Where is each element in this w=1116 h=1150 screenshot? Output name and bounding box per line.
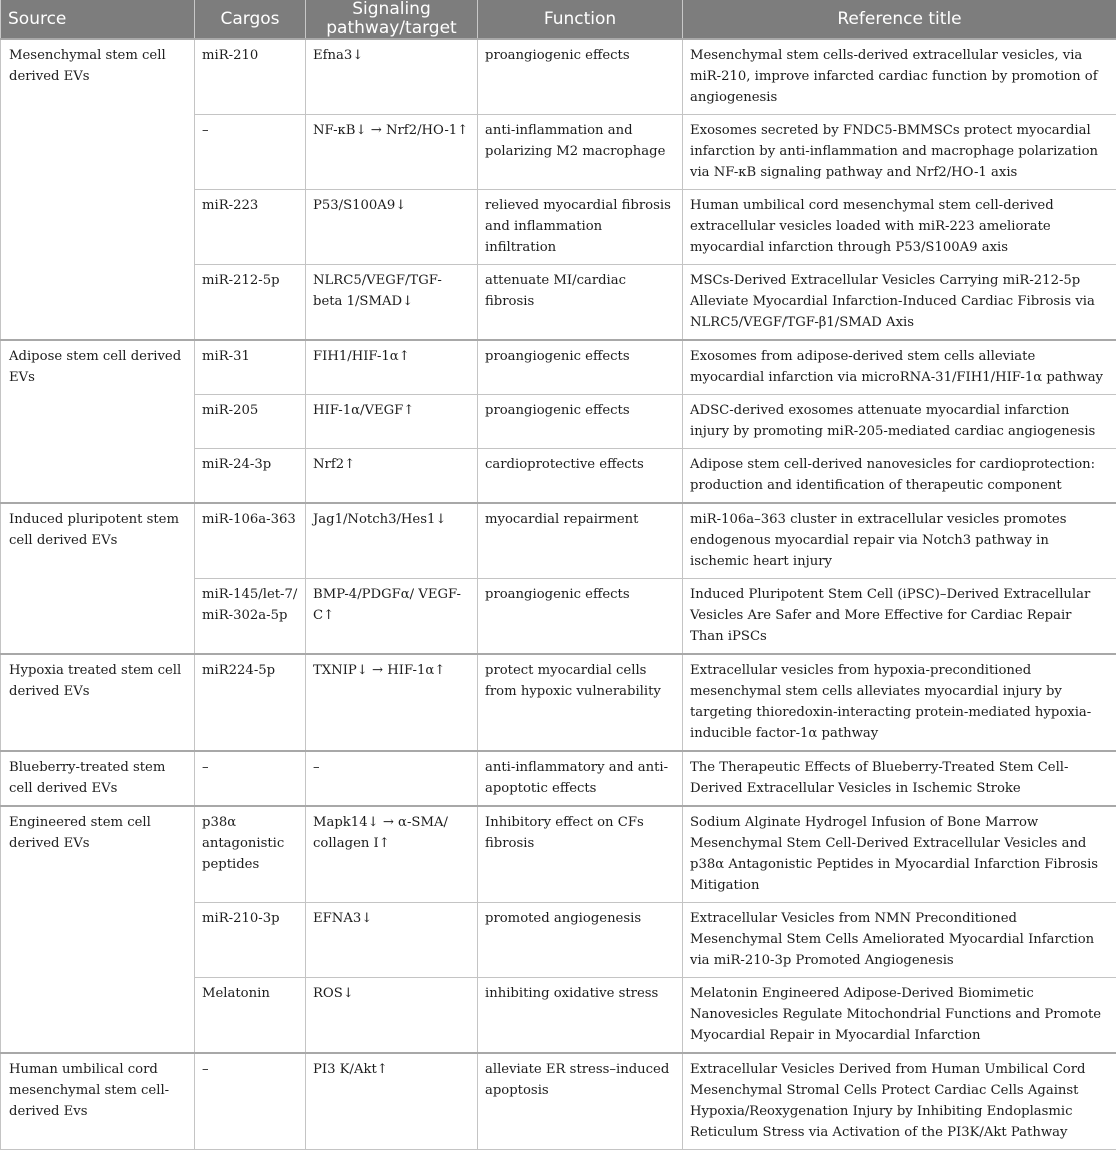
source-cell: Engineered stem cell derived EVs <box>1 806 195 1053</box>
target-cell: EFNA3↓ <box>306 903 478 978</box>
target-cell: – <box>306 751 478 806</box>
cargo-cell: miR-24-3p <box>195 449 306 504</box>
function-cell: alleviate ER stress–induced apoptosis <box>478 1053 683 1150</box>
table-row <box>1 751 1116 806</box>
reference-cell: Induced Pluripotent Stem Cell (iPSC)–Derived Extracellular Vesicles Are Safer and More Effective for Cardiac Repair Than iPSCs <box>683 579 1116 655</box>
source-cell: Human umbilical cord mesenchymal stem cell-derived Evs <box>1 1053 195 1150</box>
target-cell: PI3 K/Akt↑ <box>306 1053 478 1150</box>
target-cell: HIF-1α/VEGF↑ <box>306 395 478 449</box>
cargo-cell: miR-106a-363 <box>195 503 306 579</box>
reference-cell: Mesenchymal stem cells-derived extracellular vesicles, via miR-210, improve infarcted cardiac function by promotion of angiogenesis <box>683 39 1116 115</box>
source-cell: Hypoxia treated stem cell derived EVs <box>1 654 195 751</box>
table-row <box>1 654 1116 751</box>
reference-cell: Adipose stem cell-derived nanovesicles for cardioprotection: production and identification of therapeutic component <box>683 449 1116 504</box>
table-row <box>1 1053 1116 1150</box>
function-cell: Inhibitory effect on CFs fibrosis <box>478 806 683 903</box>
header-cargos: Cargos <box>195 0 306 39</box>
cargo-cell: – <box>195 1053 306 1150</box>
function-cell: relieved myocardial fibrosis and inflammation infiltration <box>478 190 683 265</box>
function-cell: protect myocardial cells from hypoxic vulnerability <box>478 654 683 751</box>
function-cell: proangiogenic effects <box>478 39 683 115</box>
cargo-cell: p38α antagonistic peptides <box>195 806 306 903</box>
reference-cell: Extracellular Vesicles from NMN Preconditioned Mesenchymal Stem Cells Ameliorated Myocardial Infarction via miR-210-3p Promoted Angiogenesis <box>683 903 1116 978</box>
cargo-cell: miR-223 <box>195 190 306 265</box>
source-cell: Mesenchymal stem cell derived EVs <box>1 39 195 340</box>
header-function: Function <box>478 0 683 39</box>
cargo-cell: miR-210 <box>195 39 306 115</box>
target-cell: BMP-4/PDGFα/ VEGF-C↑ <box>306 579 478 655</box>
reference-cell: Human umbilical cord mesenchymal stem cell-derived extracellular vesicles loaded with miR-223 ameliorate myocardial infarction through P53/S100A9 axis <box>683 190 1116 265</box>
cargo-cell: miR-145/let-7/ miR-302a-5p <box>195 579 306 655</box>
function-cell: proangiogenic effects <box>478 340 683 395</box>
table-body <box>1 39 1116 1150</box>
function-cell: anti-inflammatory and anti-apoptotic effects <box>478 751 683 806</box>
reference-cell: Sodium Alginate Hydrogel Infusion of Bone Marrow Mesenchymal Stem Cell-Derived Extracellular Vesicles and p38α Antagonistic Peptides in Myocardial Infarction Fibrosis Mitigation <box>683 806 1116 903</box>
source-cell: Induced pluripotent stem cell derived EVs <box>1 503 195 654</box>
function-cell: proangiogenic effects <box>478 579 683 655</box>
reference-cell: Melatonin Engineered Adipose-Derived Biomimetic Nanovesicles Regulate Mitochondrial Functions and Promote Myocardial Repair in Myocardial Infarction <box>683 978 1116 1054</box>
reference-cell: The Therapeutic Effects of Blueberry-Treated Stem Cell-Derived Extracellular Vesicles in Ischemic Stroke <box>683 751 1116 806</box>
header-signaling: Signaling pathway/target <box>306 0 478 39</box>
target-cell: Mapk14↓ → α-SMA/ collagen I↑ <box>306 806 478 903</box>
target-cell: ROS↓ <box>306 978 478 1054</box>
target-cell: P53/S100A9↓ <box>306 190 478 265</box>
table-row <box>1 39 1116 115</box>
function-cell: promoted angiogenesis <box>478 903 683 978</box>
reference-cell: Exosomes secreted by FNDC5-BMMSCs protect myocardial infarction by anti-inflammation and macrophage polarization via NF-κB signaling pathway and Nrf2/HO-1 axis <box>683 115 1116 190</box>
cargo-cell: Melatonin <box>195 978 306 1054</box>
reference-cell: Extracellular Vesicles Derived from Human Umbilical Cord Mesenchymal Stromal Cells Protect Cardiac Cells Against Hypoxia/Reoxygenation Injury by Inhibiting Endoplasmic Reticulum Stress via Activation of the PI3K/Akt Pathway <box>683 1053 1116 1150</box>
source-cell: Adipose stem cell derived EVs <box>1 340 195 503</box>
target-cell: Nrf2↑ <box>306 449 478 504</box>
header-reference: Reference title <box>683 0 1116 39</box>
function-cell: anti-inflammation and polarizing M2 macrophage <box>478 115 683 190</box>
target-cell: TXNIP↓ → HIF-1α↑ <box>306 654 478 751</box>
target-cell: Jag1/Notch3/Hes1↓ <box>306 503 478 579</box>
function-cell: attenuate MI/cardiac fibrosis <box>478 265 683 341</box>
cargo-cell: miR-31 <box>195 340 306 395</box>
target-cell: Efna3↓ <box>306 39 478 115</box>
reference-cell: MSCs-Derived Extracellular Vesicles Carrying miR-212-5p Alleviate Myocardial Infarction-Induced Cardiac Fibrosis via NLRC5/VEGF/TGF-β1/SMAD Axis <box>683 265 1116 341</box>
header-source: Source <box>1 0 195 39</box>
reference-cell: Extracellular vesicles from hypoxia-preconditioned mesenchymal stem cells alleviates myocardial injury by targeting thioredoxin-interacting protein-mediated hypoxia-inducible factor-1α pathway <box>683 654 1116 751</box>
cargo-cell: miR-205 <box>195 395 306 449</box>
table-row <box>1 806 1116 903</box>
cargo-cell: miR224-5p <box>195 654 306 751</box>
table-row <box>1 503 1116 579</box>
cargo-cell: miR-212-5p <box>195 265 306 341</box>
target-cell: FIH1/HIF-1α↑ <box>306 340 478 395</box>
reference-cell: miR-106a–363 cluster in extracellular vesicles promotes endogenous myocardial repair via Notch3 pathway in ischemic heart injury <box>683 503 1116 579</box>
reference-cell: Exosomes from adipose-derived stem cells alleviate myocardial infarction via microRNA-31/FIH1/HIF-1α pathway <box>683 340 1116 395</box>
cargo-cell: – <box>195 751 306 806</box>
function-cell: myocardial repairment <box>478 503 683 579</box>
function-cell: inhibiting oxidative stress <box>478 978 683 1054</box>
target-cell: NLRC5/VEGF/TGF-beta 1/SMAD↓ <box>306 265 478 341</box>
function-cell: proangiogenic effects <box>478 395 683 449</box>
cargo-cell: – <box>195 115 306 190</box>
reference-cell: ADSC-derived exosomes attenuate myocardial infarction injury by promoting miR-205-mediated cardiac angiogenesis <box>683 395 1116 449</box>
source-cell: Blueberry-treated stem cell derived EVs <box>1 751 195 806</box>
table-row <box>1 340 1116 395</box>
target-cell: NF-κB↓ → Nrf2/HO-1↑ <box>306 115 478 190</box>
function-cell: cardioprotective effects <box>478 449 683 504</box>
header-row <box>1 0 1116 39</box>
cargo-cell: miR-210-3p <box>195 903 306 978</box>
